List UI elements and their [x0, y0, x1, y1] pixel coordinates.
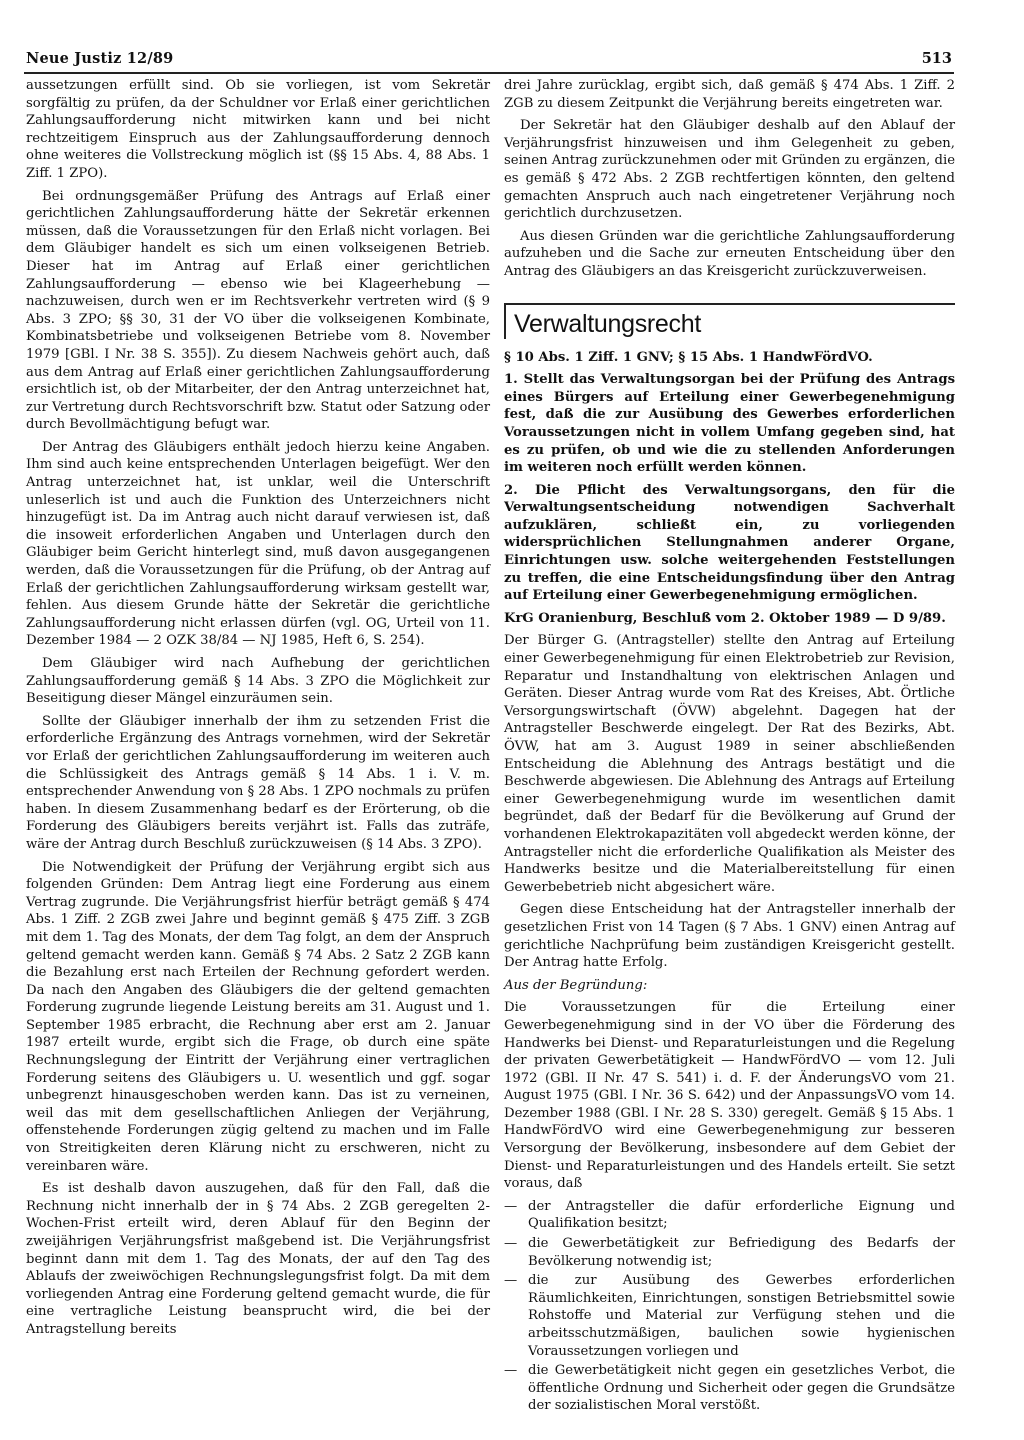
reasons-label: Aus der Begründung:	[504, 977, 648, 993]
journal-issue-header: Neue Justiz 12/89	[26, 50, 174, 67]
paragraph: Aus diesen Gründen war die gerichtliche Zahlungsaufforderung aufzuheben und die Sache zur erneuten Entscheidung über den Antrag des Gläubigers an das Kreisgericht zurückzuverweisen.	[504, 228, 955, 279]
list-item	[504, 1362, 955, 1415]
section-header-box	[504, 303, 955, 339]
paragraph: Es ist deshalb davon auszugehen, daß für den Fall, daß die Rechnung nicht innerhalb der in § 74 Abs. 2 ZGB geregelten 2-Wochen-Frist erteilt wird, deren Ablauf für den Beginn der zweijährigen Verjährungsfrist maßgebend ist. Die Verjährungsfrist beginnt dann mit dem 1. Tag des Monats, der auf den Tag des Ablaufs der zweiwöchigen Rechnungslegungsfrist folgt. Da mit dem vorliegenden Antrag eine Forderung geltend gemacht wurde, die für eine vertragliche Leistung beansprucht wird, die bei der Antragstellung bereits	[26, 1181, 490, 1337]
headnote-1: 1. Stellt das Verwaltungsorgan bei der Prüfung des Antrags eines Bürgers auf Erteilung einer Gewerbegenehmigung fest, daß die zur Ausübung des Gewerbes erforderlichen Voraussetzungen nicht in vollem Umfang gegeben sind, hat es zu prüfen, ob und wie die zu stellenden Anforderungen im weiteren noch erfüllt werden können.	[504, 372, 955, 476]
paragraph: Dem Gläubiger wird nach Aufhebung der gerichtlichen Zahlungsaufforderung gemäß § 14 Abs. 3 ZPO die Möglichkeit zur Beseitigung dieser Mängel einzuräumen sein.	[26, 656, 490, 707]
list-item-text: die Gewerbetätigkeit nicht gegen ein gesetzliches Verbot, die öffentliche Ordnung und Sicherheit oder gegen die Grundsätze der sozialistischen Moral verstößt.	[528, 1363, 955, 1414]
paragraph: Die Voraussetzungen für die Erteilung einer Gewerbegenehmigung sind in der VO über die Förderung des Handwerks bei Dienst- und Reparaturleistungen und die Regelung der privaten Gewerbetätigkeit — HandwFördVO — vom 12. Juli 1972 (GBl. II Nr. 47 S. 541) i. d. F. der ÄnderungsVO vom 21. August 1975 (GBl. I Nr. 36 S. 642) und der AnpassungsVO vom 14. Dezember 1988 (GBl. I Nr. 28 S. 330) geregelt. Gemäß § 15 Abs. 1 HandwFördVO wird eine Gewerbegenehmigung zur besseren Versorgung der Bevölkerung, insbesondere auf dem Gebiet der Dienst- und Reparaturleistungen und des Handels erteilt. Sie setzt voraus, daß	[504, 1000, 955, 1192]
paragraph: Der Antrag des Gläubigers enthält jedoch hierzu keine Angaben. Ihm sind auch keine entsprechenden Unterlagen beigefügt. Wer den Antrag unterzeichnet hat, ist unklar, weil die Unterschrift unleserlich ist und auch die Funktion des Unterzeichners nicht hinzugefügt ist. Da im Antrag auch nicht darauf verwiesen ist, daß die insoweit erforderlichen Angaben und Unterlagen durch den Gläubiger beim Gericht hinterlegt sind, muß davon ausgegangenen werden, daß die Voraussetzungen für die Prüfung, ob der Antrag auf Erlaß der gerichtlichen Zahlungsaufforderung wirksam gestellt war, fehlen. Aus diesem Grunde hätte der Sekretär die gerichtliche Zahlungsaufforderung nicht erlassen dürfen (vgl. OG, Urteil von 11. Dezember 1984 — 2 OZK 38/84 — NJ 1985, Heft 6, S. 254).	[26, 439, 490, 649]
paragraph: drei Jahre zurücklag, ergibt sich, daß gemäß § 474 Abs. 1 Ziff. 2 ZGB zu diesem Zeitpunkt die Verjährung bereits eingetreten war.	[504, 78, 955, 111]
list-item-text: die zur Ausübung des Gewerbes erforderlichen Räumlichkeiten, Einrichtungen, sonstigen Betriebsmittel sowie Rohstoffe und Material zur Verfügung stehen und die arbeitsschutzmäßigen, baulichen sowie hygienischen Voraussetzungen vorliegen und	[528, 1273, 955, 1359]
dash-bullet: —	[504, 1273, 518, 1289]
list-item	[504, 1272, 955, 1360]
paragraph: Sollte der Gläubiger innerhalb der ihm zu setzenden Frist die erforderliche Ergänzung des Antrags vornehmen, wird der Sekretär vor Erlaß der gerichtlichen Zahlungsaufforderung im weiteren auch die Schlüssigkeit des Antrags gemäß § 14 Abs. 1 i. V. m. entsprechender Anwendung von § 28 Abs. 1 ZPO nochmals zu prüfen haben. In diesem Zusammenhang bedarf es der Erörterung, ob die Forderung des Gläubigers bereits verjährt ist. Falls das zuträfe, wäre der Antrag durch Beschluß zurückzuweisen (§ 14 Abs. 3 ZPO).	[26, 713, 490, 852]
left-column	[26, 77, 490, 1344]
paragraph: Der Bürger G. (Antragsteller) stellte den Antrag auf Erteilung einer Gewerbegenehmigung für einen Elektrobetrieb zur Revision, Reparatur und Instandhaltung von elektrischen Anlagen und Geräten. Dieser Antrag wurde vom Rat des Kreises, Abt. Örtliche Versorgungswirtschaft (ÖVW) abgelehnt. Dagegen hat der Antragsteller Beschwerde eingelegt. Der Rat des Bezirks, Abt. ÖVW, hat am 3. August 1989 in seiner abschließenden Entscheidung die Ablehnung des Antrags bestätigt und die Beschwerde abgewiesen. Die Ablehnung des Antrags auf Erteilung einer Gewerbegenehmigung wurde im wesentlichen damit begründet, daß der Bedarf für die Bevölkerung auf Grund der vorhandenen Elektrokapazitäten voll abgedeckt werden könne, der Antragsteller nicht die erforderliche Qualifikation als Meister des Handwerks besitze und die Materialbereitstellung für einen Gewerbebetrieb nicht abgesichert wäre.	[504, 633, 955, 895]
paragraph: Die Notwendigkeit der Prüfung der Verjährung ergibt sich aus folgenden Gründen: Dem Antrag liegt eine Forderung aus einem Vertrag zugrunde. Die Verjährungsfrist hierfür beträgt gemäß § 474 Abs. 1 Ziff. 2 ZGB zwei Jahre und beginnt gemäß § 475 Ziff. 3 ZGB mit dem 1. Tag des Monats, der dem Tag folgt, an dem der Anspruch geltend gemacht werden kann. Gemäß § 74 Abs. 2 Satz 2 ZGB kann die Bezahlung erst nach Erteilen der Rechnung gefordert werden. Da nach den Angaben des Gläubigers die der geltend gemachten Forderung zugrunde liegende Leistung bereits am 31. August und 1. September 1985 erbracht, die Rechnung aber erst am 2. Januar 1987 erteilt wurde, ergibt sich die Frage, ob durch eine späte Rechnungslegung der Eintritt der Verjährung einer vertraglichen Forderung seitens des Gläubigers u. U. wesentlich und ggf. sogar unbegrenzt hinausgeschoben werden kann. Das ist zu verneinen, weil das mit dem gesellschaftlichen Anliegen der Verjährung, offenstehende Forderungen zügig geltend zu machen und im Falle von Streitigkeiten deren Klärung nicht zu erschweren, nicht zu vereinbaren wäre.	[26, 859, 490, 1174]
paragraph: Der Sekretär hat den Gläubiger deshalb auf den Ablauf der Verjährungsfrist hinzuweisen und ihm Gelegenheit zu geben, seinen Antrag zurückzunehmen oder mit Gründen zu ergänzen, die es gemäß § 472 Abs. 2 ZGB rechtfertigen könnten, den geltend gemachten Anspruch auch nach eingetretener Verjährung noch gerichtlich durchzusetzen.	[504, 118, 956, 222]
list-item	[504, 1235, 955, 1270]
dash-bullet: —	[504, 1198, 518, 1214]
conditions-list	[504, 1198, 955, 1415]
section-title: Verwaltungsrecht	[514, 309, 701, 338]
headnote-2: 2. Die Pflicht des Verwaltungsorgans, den für die Verwaltungsentscheidung notwendigen Sachverhalt aufzuklären, schließt ein, zu vorliegenden widersprüchlichen Stellungnahmen anderer Organe, Einrichtungen usw. solche weitergehenden Feststellungen zu treffen, die eine Entscheidungsfindung über den Antrag auf Erteilung einer Gewerbegenehmigung ermöglichen.	[504, 482, 955, 604]
paragraph: Bei ordnungsgemäßer Prüfung des Antrags auf Erlaß einer gerichtlichen Zahlungsaufforderung hätte der Sekretär erkennen müssen, daß die Voraussetzungen für den Erlaß nicht vorlagen. Bei dem Gläubiger handelt es sich um einen volkseigenen Betrieb. Dieser hat im Antrag auf Erlaß einer gerichtlichen Zahlungsaufforderung — ebenso wie bei Klageerhebung — nachzuweisen, durch wen er im Rechtsverkehr vertreten wird (§ 9 Abs. 3 ZPO; §§ 30, 31 der VO über die volkseigenen Kombinate, Kombinatsbetriebe und volkseigenen Betriebe vom 8. November 1979 [GBl. I Nr. 38 S. 355]). Zu diesem Nachweis gehört auch, daß aus dem Antrag auf Erlaß einer gerichtlichen Zahlungsaufforderung ersichtlich ist, ob der Mitarbeiter, der den Antrag unterzeichnet hat, zur Vertretung durch Rechtsvorschrift bzw. Statut oder Satzung oder durch Bevollmächtigung befugt war.	[26, 188, 490, 433]
dash-bullet: —	[504, 1236, 518, 1252]
list-item	[504, 1198, 955, 1233]
list-item-text: die Gewerbetätigkeit zur Befriedigung des Bedarfs der Bevölkerung notwendig ist;	[528, 1236, 955, 1269]
court-decision-line: KrG Oranienburg, Beschluß vom 2. Oktober 1989 — D 9/89.	[504, 610, 946, 626]
right-column	[504, 77, 955, 1417]
page-number: 513	[921, 50, 952, 67]
paragraph: aussetzungen erfüllt sind. Ob sie vorliegen, ist vom Sekretär sorgfältig zu prüfen, da der Schuldner vor Erlaß einer gerichtlichen Zahlungsaufforderung nicht mitwirken kann und bei nicht rechtzeitigem Einspruch aus der Zahlungsaufforderung dennoch ohne weiteres die Vollstreckung möglich ist (§§ 15 Abs. 4, 88 Abs. 1 Ziff. 1 ZPO).	[26, 78, 490, 181]
dash-bullet: —	[504, 1363, 518, 1379]
paragraph: Gegen diese Entscheidung hat der Antragsteller innerhalb der gesetzlichen Frist von 14 Tagen (§ 7 Abs. 1 GNV) einen Antrag auf gerichtliche Nachprüfung beim zuständigen Kreisgericht gestellt. Der Antrag hatte Erfolg.	[504, 902, 955, 971]
legal-norms: § 10 Abs. 1 Ziff. 1 GNV; § 15 Abs. 1 HandwFördVO.	[504, 349, 873, 365]
header-rule	[24, 72, 954, 74]
list-item-text: der Antragsteller die dafür erforderliche Eignung und Qualifikation besitzt;	[528, 1198, 955, 1232]
